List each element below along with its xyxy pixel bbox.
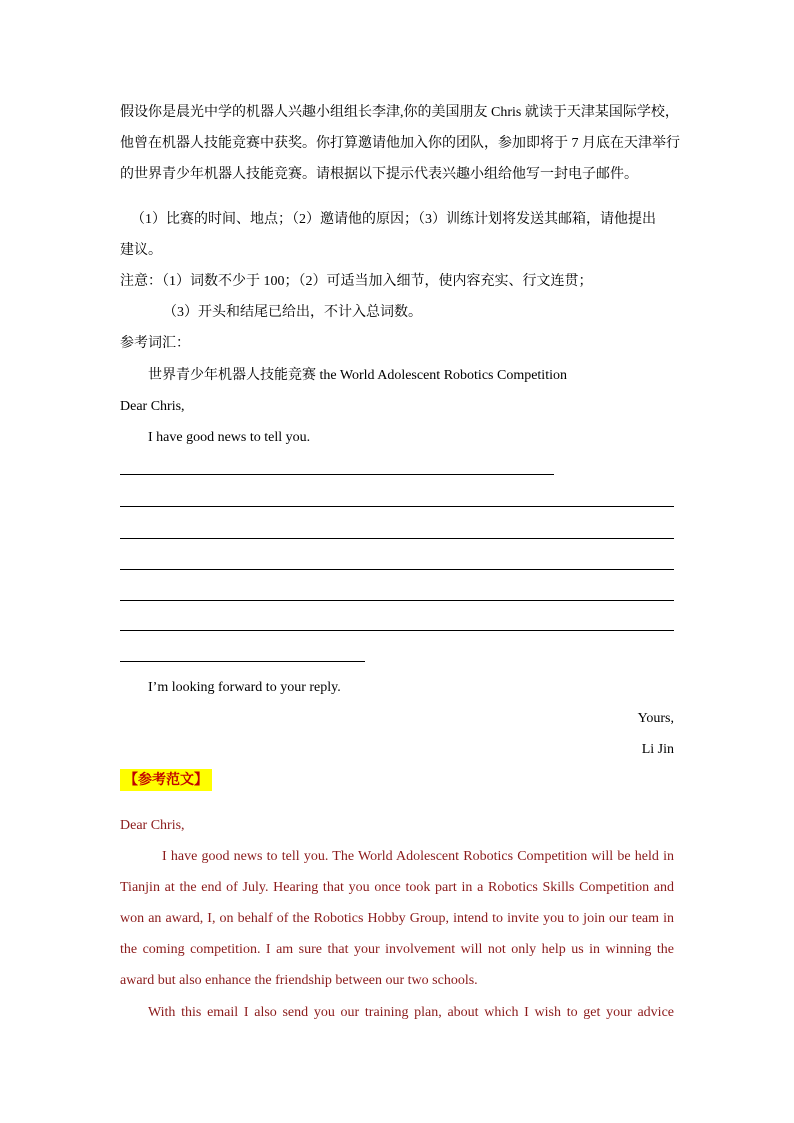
- answer-line: [120, 630, 674, 631]
- answer-line: [120, 569, 674, 570]
- letter-greeting: Dear Chris,: [120, 399, 185, 414]
- answer-line: [120, 506, 674, 507]
- vocab-label: 参考词汇：: [120, 336, 190, 351]
- task-note-line-2: （3）开头和结尾已给出，不计入总词数。: [163, 305, 422, 320]
- model-line-2: Tianjin at the end of July. Hearing that you once took part in a Robotics Skills Competition and: [120, 880, 674, 895]
- task-points-line-2: 建议。: [120, 243, 162, 258]
- model-line-4: the coming competition. I am sure that your involvement will not only help us in winning the: [120, 942, 674, 957]
- letter-opening: I have good news to tell you.: [148, 430, 311, 445]
- answer-line: [120, 600, 674, 601]
- model-line-1: I have good news to tell you. The World Adolescent Robotics Competition will be held in: [162, 849, 674, 864]
- letter-signoff: Yours,: [637, 711, 674, 726]
- task-line-3: 的世界青少年机器人技能竞赛。请根据以下提示代表兴趣小组给他写一封电子邮件。: [120, 167, 638, 182]
- task-note-line-1: 注意：（1）词数不少于 100；（2）可适当加入细节，使内容充实、行文连贯；: [120, 274, 593, 289]
- answer-line: [120, 661, 365, 662]
- answer-line: [120, 474, 554, 475]
- model-line-3: won an award, I, on behalf of the Robotics Hobby Group, intend to invite you to join our team in: [120, 911, 674, 926]
- task-points-line-1: （1）比赛的时间、地点；（2）邀请他的原因；（3）训练计划将发送其邮箱，请他提出: [131, 212, 656, 227]
- letter-name: Li Jin: [641, 742, 674, 757]
- model-line-6: With this email I also send you our training plan, about which I wish to get your advice: [148, 1005, 674, 1020]
- vocab-item: 世界青少年机器人技能竞赛 the World Adolescent Robotics Competition: [148, 368, 567, 383]
- task-line-2: 他曾在机器人技能竞赛中获奖。你打算邀请他加入你的团队，参加即将于 7 月底在天津举行: [120, 136, 680, 151]
- letter-closing: I’m looking forward to your reply.: [148, 680, 341, 695]
- answer-line: [120, 538, 674, 539]
- task-line-1: 假设你是晨光中学的机器人兴趣小组组长李津,你的美国朋友 Chris 就读于天津某国际学校，: [120, 105, 679, 120]
- model-line-5: award but also enhance the friendship between our two schools.: [120, 973, 478, 988]
- model-greeting: Dear Chris,: [120, 818, 185, 833]
- model-essay-badge: 【参考范文】: [120, 769, 212, 791]
